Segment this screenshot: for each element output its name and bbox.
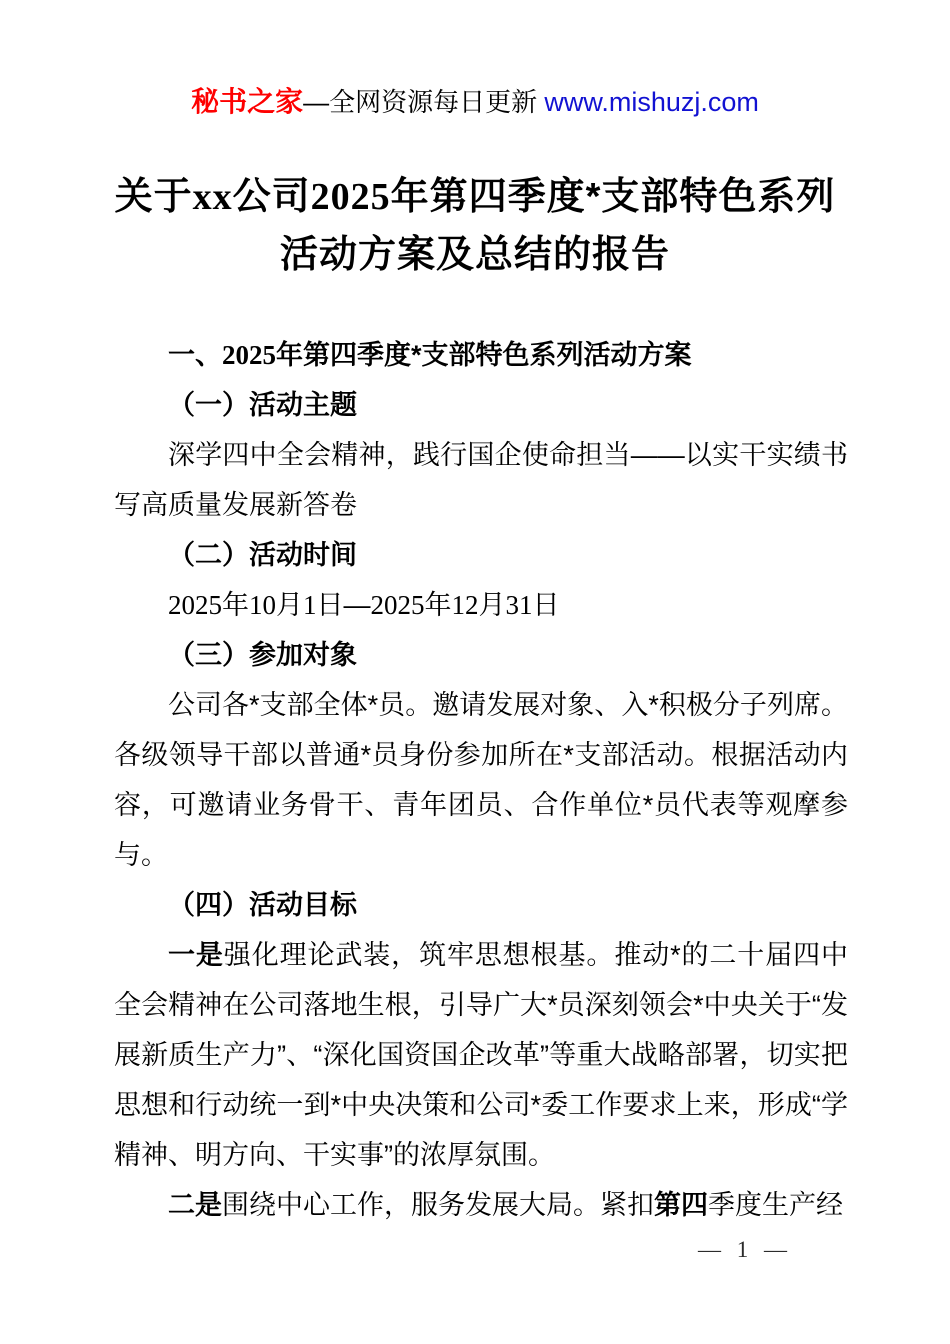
paragraph: 2025年10月1日—2025年12月31日 xyxy=(168,590,560,620)
section-heading: （二）活动时间 xyxy=(168,540,357,570)
site-brand: 秘书之家 xyxy=(191,86,304,117)
page-number: — 1 — xyxy=(698,1237,792,1262)
paragraph: 公司各*支部全体*员。邀请发展对象、入*积极分子列席。各级领导干部以普通*员身份参加所在*支部活动。根据活动内容，可邀请业务骨干、青年团员、合作单位*员代表等观摩参与。 xyxy=(114,690,848,870)
section-heading: （一）活动主题 xyxy=(168,390,357,420)
title-line-2: 活动方案及总结的报告 xyxy=(279,234,670,276)
paragraph: 一是强化理论武装，筑牢思想根基。推动*的二十届四中全会精神在公司落地生根，引导广大*员深刻领会*中央关于“发展新质生产力”、“深化国资国企改革”等重大战略部署，切实把思想和行动统一到*中央决策和公司*委工作要求上来，形成“学精神、明方向、干实事”的浓厚氛围。 xyxy=(114,940,848,1170)
section-heading: 一、2025年第四季度*支部特色系列活动方案 xyxy=(168,340,692,370)
section-heading: （四）活动目标 xyxy=(168,890,357,920)
paragraph: 二是围绕中心工作，服务发展大局。紧扣第四季度生产经 xyxy=(168,1190,843,1220)
site-header xyxy=(0,86,950,118)
title-line-1: 关于xx公司2025年第四季度*支部特色系列 xyxy=(114,176,836,218)
section-heading: （三）参加对象 xyxy=(168,640,357,670)
document-title xyxy=(0,168,950,284)
site-tagline: —全网资源每日更新 xyxy=(303,87,545,117)
paragraph-list xyxy=(114,330,848,1230)
site-url: www.mishuzj.com xyxy=(544,87,759,117)
paragraph: 深学四中全会精神，践行国企使命担当——以实干实绩书写高质量发展新答卷 xyxy=(114,440,848,520)
